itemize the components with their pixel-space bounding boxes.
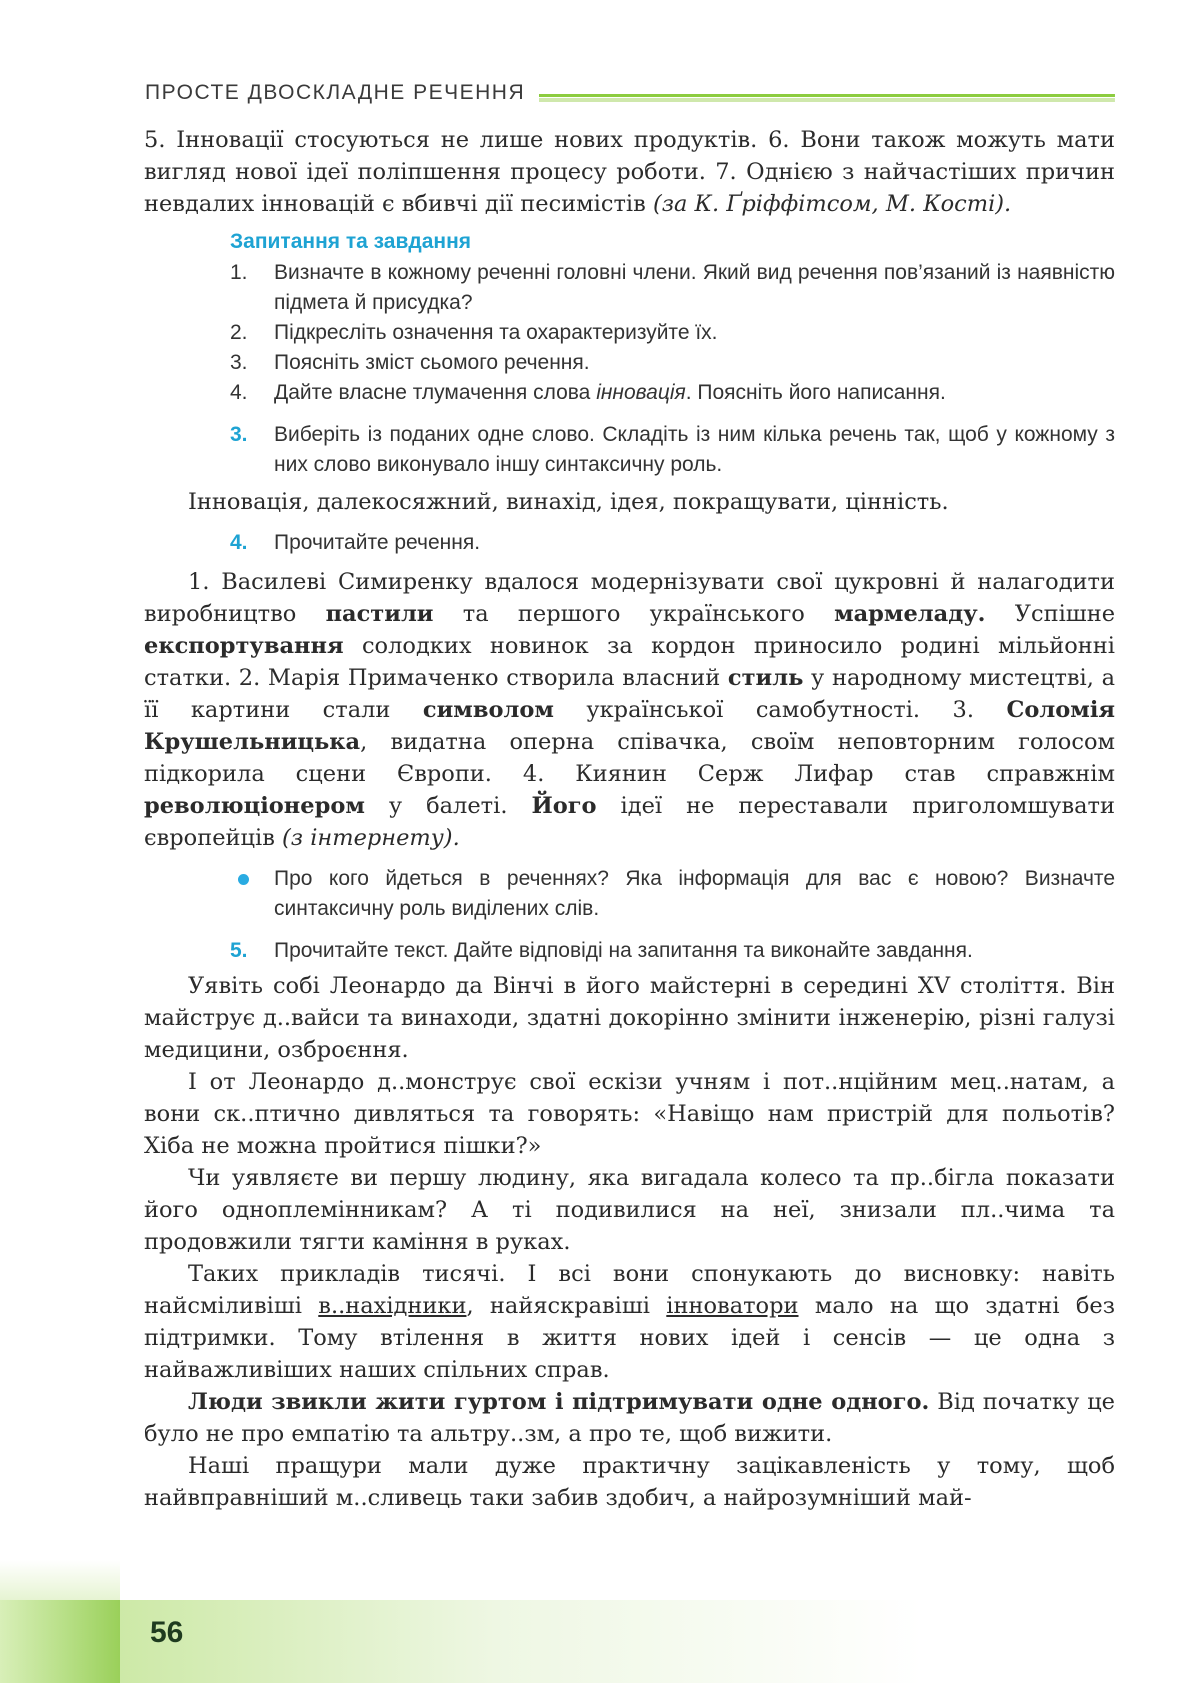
question-text-part: . Поясніть його написання. xyxy=(685,381,946,404)
task-4-paragraph xyxy=(144,566,1115,854)
text-run: ідеї не переставали приголомшувати європейців xyxy=(144,793,1115,851)
page-header xyxy=(145,76,1115,110)
task-3 xyxy=(230,420,1115,480)
page-footer-strip xyxy=(120,1600,1190,1683)
intro-source: (за К. Ґріффітсом, М. Кості). xyxy=(652,191,1012,217)
text-paragraph: І от Леонардо д..монструє свої ескізи учням і пот..нційним мец..натам, а вони ск..птично дивляться та говорять: «Навіщо нам пристрій для польотів? Хіба не можна пройтися пішки?» xyxy=(144,1069,1115,1159)
intro-text: 5. Інновації стосуються не лише нових продуктів. 6. Вони також можуть мати вигляд нової ідеї поліпшення процесу роботи. 7. Однією з найчастіших причин невдалих інновацій є вбивчі дії песимістів xyxy=(144,127,1115,217)
task-4-bullet xyxy=(230,864,1115,924)
text-run: та першого українського xyxy=(433,601,835,627)
highlighted-word: пастили xyxy=(325,601,434,627)
highlighted-word: експортування xyxy=(144,633,344,659)
task-4 xyxy=(230,528,1115,558)
task-text: Прочитайте речення. xyxy=(274,531,481,554)
text-run: української самобутності. 3. xyxy=(553,697,1007,723)
task-number: 4. xyxy=(230,531,248,554)
header-title: ПРОСТЕ ДВОСКЛАДНЕ РЕЧЕННЯ xyxy=(145,81,526,104)
question-text xyxy=(274,378,1115,408)
questions-title: Запитання та завдання xyxy=(230,230,472,253)
page-content xyxy=(144,124,1115,1514)
text-run: Таких прикладів тисячі. І всі вони спонукають до висновку: навіть найсміливіші xyxy=(144,1261,1115,1319)
question-text: Визначте в кожному реченні головні члени. Який вид речення пов’язаний із наявністю підмета й присудка? xyxy=(274,261,1115,314)
question-item xyxy=(230,258,1115,318)
question-text: Поясніть зміст сьомого речення. xyxy=(274,351,590,374)
underlined-word: в..нахідники xyxy=(318,1293,467,1319)
highlighted-word: революціонером xyxy=(144,793,365,819)
text-paragraph xyxy=(144,1258,1115,1386)
highlighted-word: стиль xyxy=(727,665,804,691)
text-run: мало на що здатні без підтримки. Тому втілення в життя нових ідей і сенсів — це одна з найважливіших наших спільних справ. xyxy=(144,1293,1115,1383)
task-text: Прочитайте текст. Дайте відповіді на запитання та виконайте завдання. xyxy=(274,939,973,962)
underlined-word: інноватори xyxy=(666,1293,799,1319)
text-paragraph: Уявіть собі Леонардо да Вінчі в його майстерні в середині XV століття. Він майструє д..вайси та винаходи, здатні докорінно змінити інженерію, різні галузі медицини, озброєння. xyxy=(144,973,1115,1063)
bullet-icon xyxy=(230,864,274,924)
question-number: 4. xyxy=(230,381,248,404)
highlighted-word: Його xyxy=(531,793,597,819)
text-run: у народному мистецтві, а її картини стали xyxy=(144,665,1115,723)
text-paragraph: Чи уявляєте ви першу людину, яка вигадала колесо та пр..бігла показати його одноплемінникам? А ті подивилися на неї, знизали пл..чима та продовжили тягти каміння в руках. xyxy=(144,1165,1115,1255)
question-item xyxy=(230,318,1115,348)
question-number: 3. xyxy=(230,351,248,374)
task-text: Виберіть із поданих одне слово. Складіть із ним кілька речень так, щоб у кожному з них слово виконувало іншу синтаксичну роль. xyxy=(274,423,1115,476)
question-number: 1. xyxy=(230,261,248,284)
question-text: Підкресліть означення та охарактеризуйте їх. xyxy=(274,321,718,344)
task-5 xyxy=(230,936,1115,966)
intro-paragraph xyxy=(144,124,1115,220)
question-number: 2. xyxy=(230,321,248,344)
page-corner-fade xyxy=(0,1560,120,1600)
text-paragraph: Наші пращури мали дуже практичну зацікавленість у тому, щоб найвправніший м..сливець таки забив здобич, а найрозумніший май- xyxy=(144,1453,1115,1511)
bold-sentence: Люди звикли жити гуртом і підтримувати одне одного. xyxy=(188,1389,930,1415)
task-number: 3. xyxy=(230,423,248,446)
question-item xyxy=(230,348,1115,378)
source-note: (з інтернету). xyxy=(282,825,460,851)
highlighted-word: мармеладу. xyxy=(834,601,986,627)
header-rule xyxy=(539,94,1115,102)
task-number: 5. xyxy=(230,939,248,962)
text-run: , видатна оперна співачка, своїм неповторним голосом підкорила сцени Європи. 4. Киянин Серж Лифар став справжнім xyxy=(144,729,1115,787)
question-item xyxy=(230,378,1115,408)
bullet-text: Про кого йдеться в реченнях? Яка інформація для вас є новою? Визначте синтаксичну роль виділених слів. xyxy=(274,867,1115,920)
question-text-part: Дайте власне тлумачення слова xyxy=(274,381,597,404)
text-run: солодких новинок за кордон приносило родині мільйонні статки. 2. Марія Примаченко створила власний xyxy=(144,633,1115,691)
highlighted-word: символом xyxy=(422,697,554,723)
questions-list xyxy=(230,258,1115,408)
page-corner-block xyxy=(0,1600,120,1683)
text-run: Успішне xyxy=(985,601,1116,627)
text-paragraph xyxy=(144,1386,1115,1450)
text-run: 1. Василеві Симиренку вдалося модернізувати свої цукровні й налагодити виробництво xyxy=(144,569,1115,627)
highlighted-word: Соломія Крушельницька xyxy=(144,697,1116,755)
text-run: Від початку це було не про емпатію та альтру..зм, а про те, щоб вижити. xyxy=(144,1389,1116,1447)
task-3-words: Інновація, далекосяжний, винахід, ідея, покращувати, цінність. xyxy=(188,489,949,515)
text-run: , найяскравіші xyxy=(466,1293,667,1319)
text-run: у балеті. xyxy=(364,793,532,819)
page-number: 56 xyxy=(150,1616,184,1649)
question-italic-word: інновація xyxy=(596,381,686,404)
